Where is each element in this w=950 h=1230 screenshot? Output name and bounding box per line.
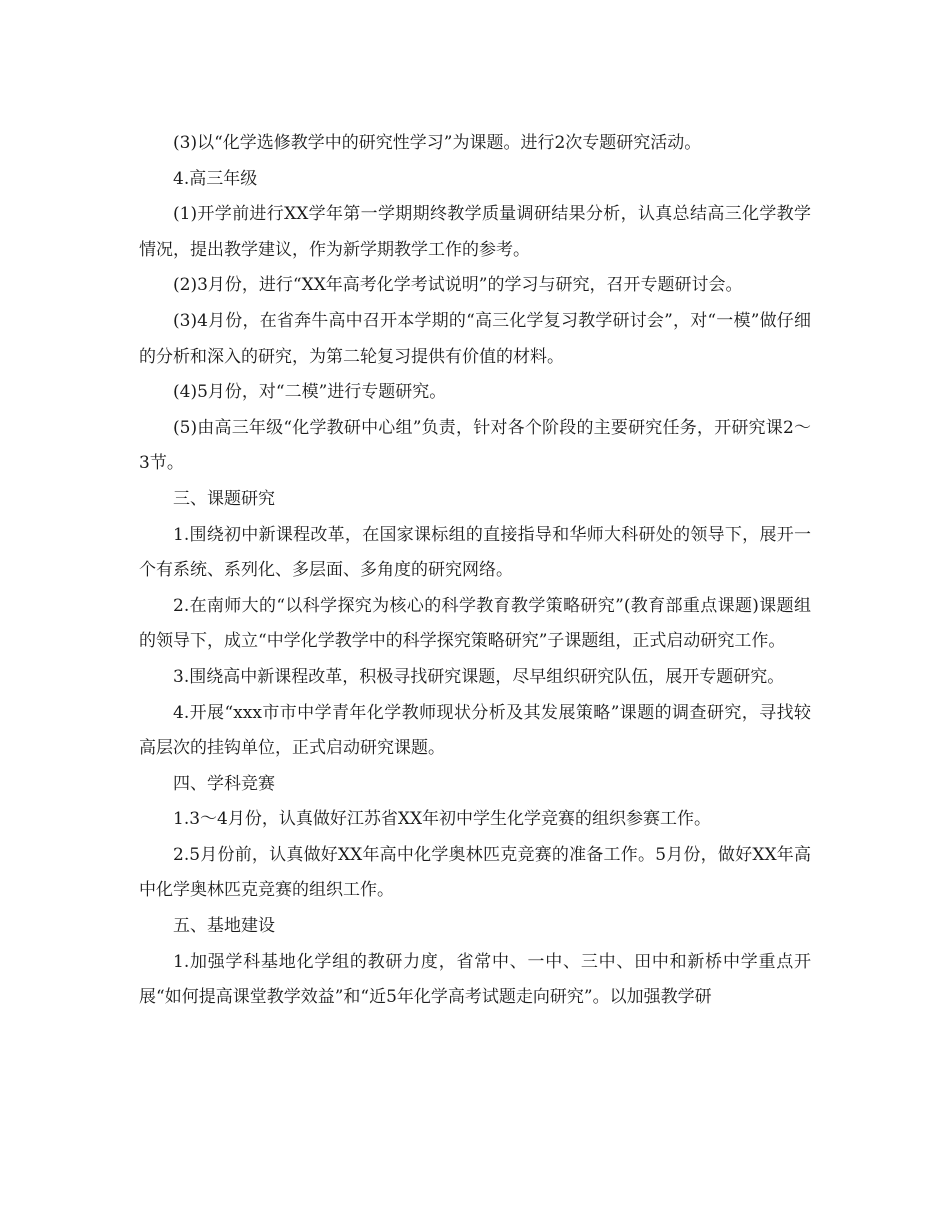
paragraph: (1)开学前进行XX学年第一学期期终教学质量调研结果分析，认真总结高三化学教学情况，提出教学建议，作为新学期教学工作的参考。 [139,204,811,260]
paragraph: (3)4月份，在省奔牛高中召开本学期的“高三化学复习教学研讨会”，对“一模”做仔细的分析和深入的研究，为第二轮复习提供有价值的材料。 [139,310,811,367]
paragraph: 1.加强学科基地化学组的教研力度，省常中、一中、三中、田中和新桥中学重点开展“如何提高课堂教学效益”和“近5年化学高考试题走向研究”。以加强教学研 [139,951,811,1008]
section-heading: 四、学科竞赛 [173,773,275,794]
section-heading: 4.高三年级 [173,168,258,189]
paragraph: 2.在南师大的“以科学探究为核心的科学教育教学策略研究”(教育部重点课题)课题组的领导下，成立“中学化学教学中的科学探究策略研究”子课题组，正式启动研究工作。 [139,595,811,652]
paragraph: 2.5月份前，认真做好XX年高中化学奥林匹克竞赛的准备工作。5月份，做好XX年高中化学奥林匹克竞赛的组织工作。 [139,844,811,901]
paragraph: 1.3～4月份，认真做好江苏省XX年初中学生化学竞赛的组织参赛工作。 [173,809,712,830]
document-body [139,126,811,1016]
paragraph: (2)3月份，进行“XX年高考化学考试说明”的学习与研究，召开专题研讨会。 [173,275,743,296]
section-heading: 三、课题研究 [173,488,275,509]
paragraph: (3)以“化学选修教学中的研究性学习”为课题。进行2次专题研究活动。 [173,133,702,153]
paragraph: (4)5月份，对“二模”进行专题研究。 [173,382,447,403]
paragraph: 4.开展“xxx市市中学青年化学教师现状分析及其发展策略”课题的调查研究，寻找较高层次的挂钩单位，正式启动研究课题。 [139,702,811,759]
paragraph: 1.围绕初中新课程改革，在国家课标组的直接指导和华师大科研处的领导下，展开一个有系统、系列化、多层面、多角度的研究网络。 [139,524,811,581]
section-heading: 五、基地建设 [173,916,275,937]
paragraph: (5)由高三年级“化学教研中心组”负责，针对各个阶段的主要研究任务，开研究课2～3节。 [139,417,811,474]
paragraph: 3.围绕高中新课程改革，积极寻找研究课题，尽早组织研究队伍，展开专题研究。 [173,666,785,687]
